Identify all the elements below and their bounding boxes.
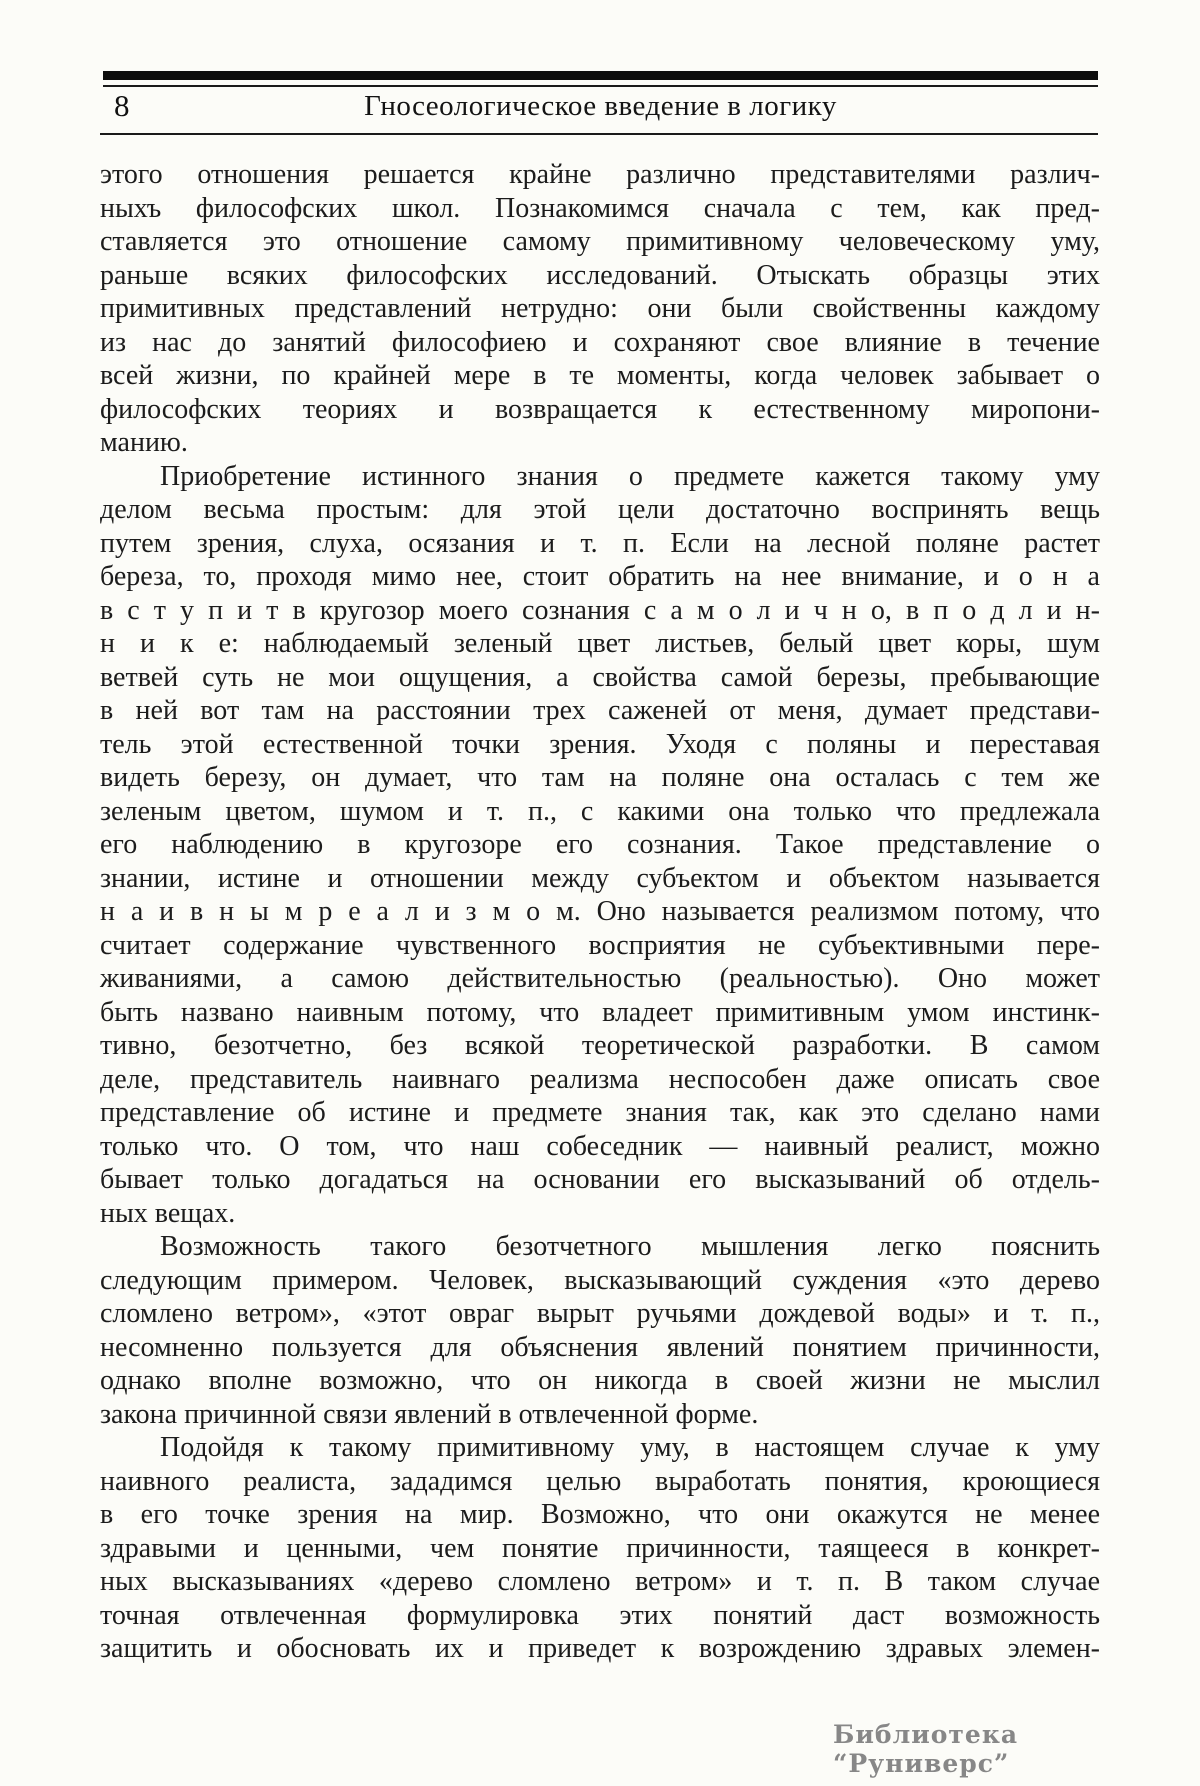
text-line: Возможность такого безотчетного мышления легко пояснить (160, 1231, 1100, 1262)
page-number: 8 (114, 88, 130, 123)
text-line: зеленым цветом, шумом и т. п., с какими она только что предлежала (100, 795, 1100, 827)
header-rule-thin (103, 85, 1098, 87)
text-line: в его точке зрения на мир. Возможно, что они окажутся не менее (100, 1499, 1100, 1530)
text-line: его наблюдению в кругозоре его сознания. Такое представление о (100, 829, 1100, 860)
text-line: всей жизни, по крайней мере в те моменты, когда человек забывает о (100, 360, 1100, 391)
text-line: однако вполне возможно, что он никогда в своей жизни не мыслил (100, 1365, 1100, 1396)
text-line: раньше всяких философских исследований. Отыскать образцы этих (100, 259, 1100, 291)
text-line: представление об истине и предмете знания так, как это сделано нами (100, 1097, 1100, 1128)
text-line: ных высказываниях «дерево сломлено ветром» и т. п. В таком случае (100, 1566, 1100, 1597)
text-line: следующим примером. Человек, высказывающий суждения «это дерево (100, 1264, 1100, 1296)
text-line: философских теориях и возвращается к естественному миропони- (100, 393, 1100, 425)
text-line: ставляется это отношение самому примитивному человеческому уму, (100, 226, 1100, 257)
text-line: в ней вот там на расстоянии трех саженей от меня, думает представи- (100, 695, 1100, 726)
text-line: считает содержание чувственного восприятия не субъективными пере- (100, 929, 1100, 961)
text-line: живаниями, а самою действительностью (реальностью). Оно может (100, 963, 1100, 994)
text-line: этого отношения решается крайне различно представителями различ- (100, 159, 1100, 190)
text-line: Подойдя к такому примитивному уму, в настоящем случае к уму (160, 1432, 1100, 1463)
text-line: точная отвлеченная формулировка этих понятий даст возможность (100, 1599, 1100, 1631)
text-line: несомненно пользуется для объяснения явлений понятием причинности, (100, 1331, 1100, 1363)
running-title: Гносеологическое введение в логику (364, 90, 837, 122)
text-line: здравыми и ценными, чем понятие причинности, таящееся в конкрет- (100, 1532, 1100, 1564)
text-line: тивно, безотчетно, без всякой теоретической разработки. В самом (100, 1030, 1100, 1061)
text-line: только что. О том, что наш собеседник — наивный реалист, можно (100, 1130, 1100, 1162)
header-bottom-rule (100, 133, 1098, 135)
text-line: н и к е: наблюдаемый зеленый цвет листьев, белый цвет коры, шум (100, 628, 1100, 659)
text-line: ных вещах. (100, 1197, 236, 1229)
text-line: ныхъ философских школ. Познакомимся сначала с тем, как пред- (100, 192, 1100, 224)
text-line: знании, истине и отношении между субъектом и объектом называется (100, 862, 1100, 894)
text-line: наивного реалиста, зададимся целью выработать понятия, кроющиеся (100, 1465, 1100, 1497)
text-line: бывает только догадаться на основании его высказываний об отдель- (100, 1164, 1100, 1195)
body-text (100, 158, 1100, 1666)
text-line: путем зрения, слуха, осязания и т. п. Если на лесной поляне растет (100, 527, 1100, 559)
text-line: закона причинной связи явлений в отвлеченной форме. (100, 1398, 759, 1430)
text-line: из нас до занятий философиею и сохраняют свое влияние в течение (100, 326, 1100, 358)
text-line: примитивных представлений нетрудно: они были свойственны каждому (100, 293, 1100, 324)
text-line: сломлено ветром», «этот овраг вырыт ручьями дождевой воды» и т. п., (100, 1298, 1100, 1329)
text-line: делом весьма простым: для этой цели достаточно воспринять вещь (100, 494, 1100, 525)
header-rule-thick (103, 71, 1098, 80)
text-line: Приобретение истинного знания о предмете кажется такому уму (160, 460, 1100, 492)
text-line: видеть березу, он думает, что там на поляне она осталась с тем же (100, 762, 1100, 793)
text-line: манию. (100, 427, 188, 458)
text-line: тель этой естественной точки зрения. Уходя с поляны и переставая (100, 728, 1100, 760)
text-line: ветвей суть не мои ощущения, а свойства самой березы, пребывающие (100, 661, 1100, 693)
library-watermark: Библиотека “Руниверс” (833, 1720, 1019, 1778)
text-line: н а и в н ы м р е а л и з м о м. Оно называется реализмом потому, что (100, 896, 1100, 927)
text-line: в с т у п и т в кругозор моего сознания с а м о л и ч н о, в п о д л и н- (100, 594, 1100, 626)
text-line: быть названо наивным потому, что владеет примитивным умом инстинк- (100, 996, 1100, 1028)
text-line: деле, представитель наивнаго реализма неспособен даже описать свое (100, 1063, 1100, 1095)
text-line: защитить и обосновать их и приведет к возрождению здравых элемен- (100, 1633, 1100, 1664)
text-line: береза, то, проходя мимо нее, стоит обратить на нее внимание, и о н а (100, 561, 1100, 592)
